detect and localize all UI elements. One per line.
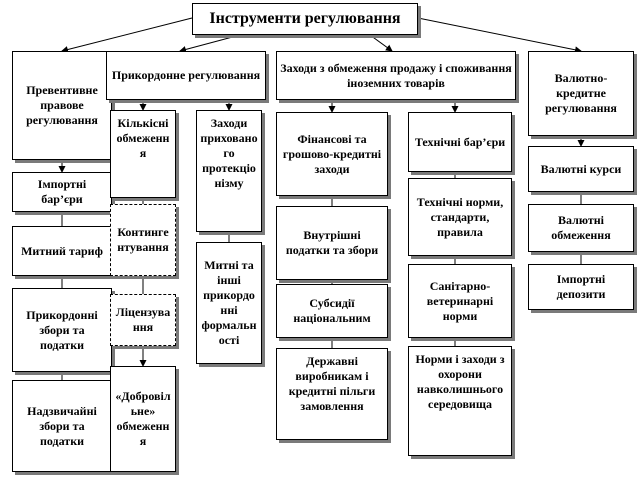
col3-item-sanitary-norms: Санітарно-ветеринарні норми xyxy=(408,264,512,338)
col1-head: Превентивне правове регулювання xyxy=(12,51,112,160)
col2-item-quotas: Контингентування xyxy=(110,204,176,276)
col2-item-licensing: Ліцензування xyxy=(110,294,176,346)
col3-item-financial: Фінансові та грошово-кредитні заходи xyxy=(276,112,388,196)
col1-item-emergency-fees: Надзвичайні збори та податки xyxy=(12,380,112,472)
col4-head: Валютно-кредитне регулювання xyxy=(528,51,634,136)
col1-item-customs-tariff: Митний тариф xyxy=(12,226,112,276)
col1-item-import-barriers: Імпортні бар’єри xyxy=(12,172,112,212)
root-node: Інструменти регулювання xyxy=(192,3,418,35)
col3-item-internal-taxes: Внутрішні податки та збори xyxy=(276,206,388,280)
col2-item-quantitative-limits: Кількісні обмеження xyxy=(110,110,176,198)
col3-item-environment-norms: Норми і заходи з охорони навколишнього середовища xyxy=(408,346,512,456)
col2-head: Прикордонне регулювання xyxy=(106,51,266,100)
col4-item-import-deposits: Імпортні депозити xyxy=(528,264,634,310)
col3-item-technical-barriers: Технічні бар’єри xyxy=(408,112,512,172)
col3-item-technical-norms: Технічні норми, стандарти, правила xyxy=(408,178,512,256)
col3-item-state-credits: Державні виробникам і кредитні пільги замовлення xyxy=(276,348,388,440)
col2-item-customs-formalities: Митні та інші прикордонні формальності xyxy=(196,242,262,364)
col2-item-voluntary-limits: «Добровільне» обмеження xyxy=(110,366,176,472)
col4-item-exchange-rates: Валютні курси xyxy=(528,146,634,192)
col2-item-hidden-protectionism: Заходи прихованого протекціонізму xyxy=(196,110,262,232)
col1-item-border-fees: Прикордонні збори та податки xyxy=(12,288,112,372)
col3-head: Заходи з обмеження продажу і споживання іноземних товарів xyxy=(276,51,516,100)
col3-item-subsidies: Субсидії національним xyxy=(276,284,388,338)
col4-item-currency-limits: Валютні обмеження xyxy=(528,204,634,252)
